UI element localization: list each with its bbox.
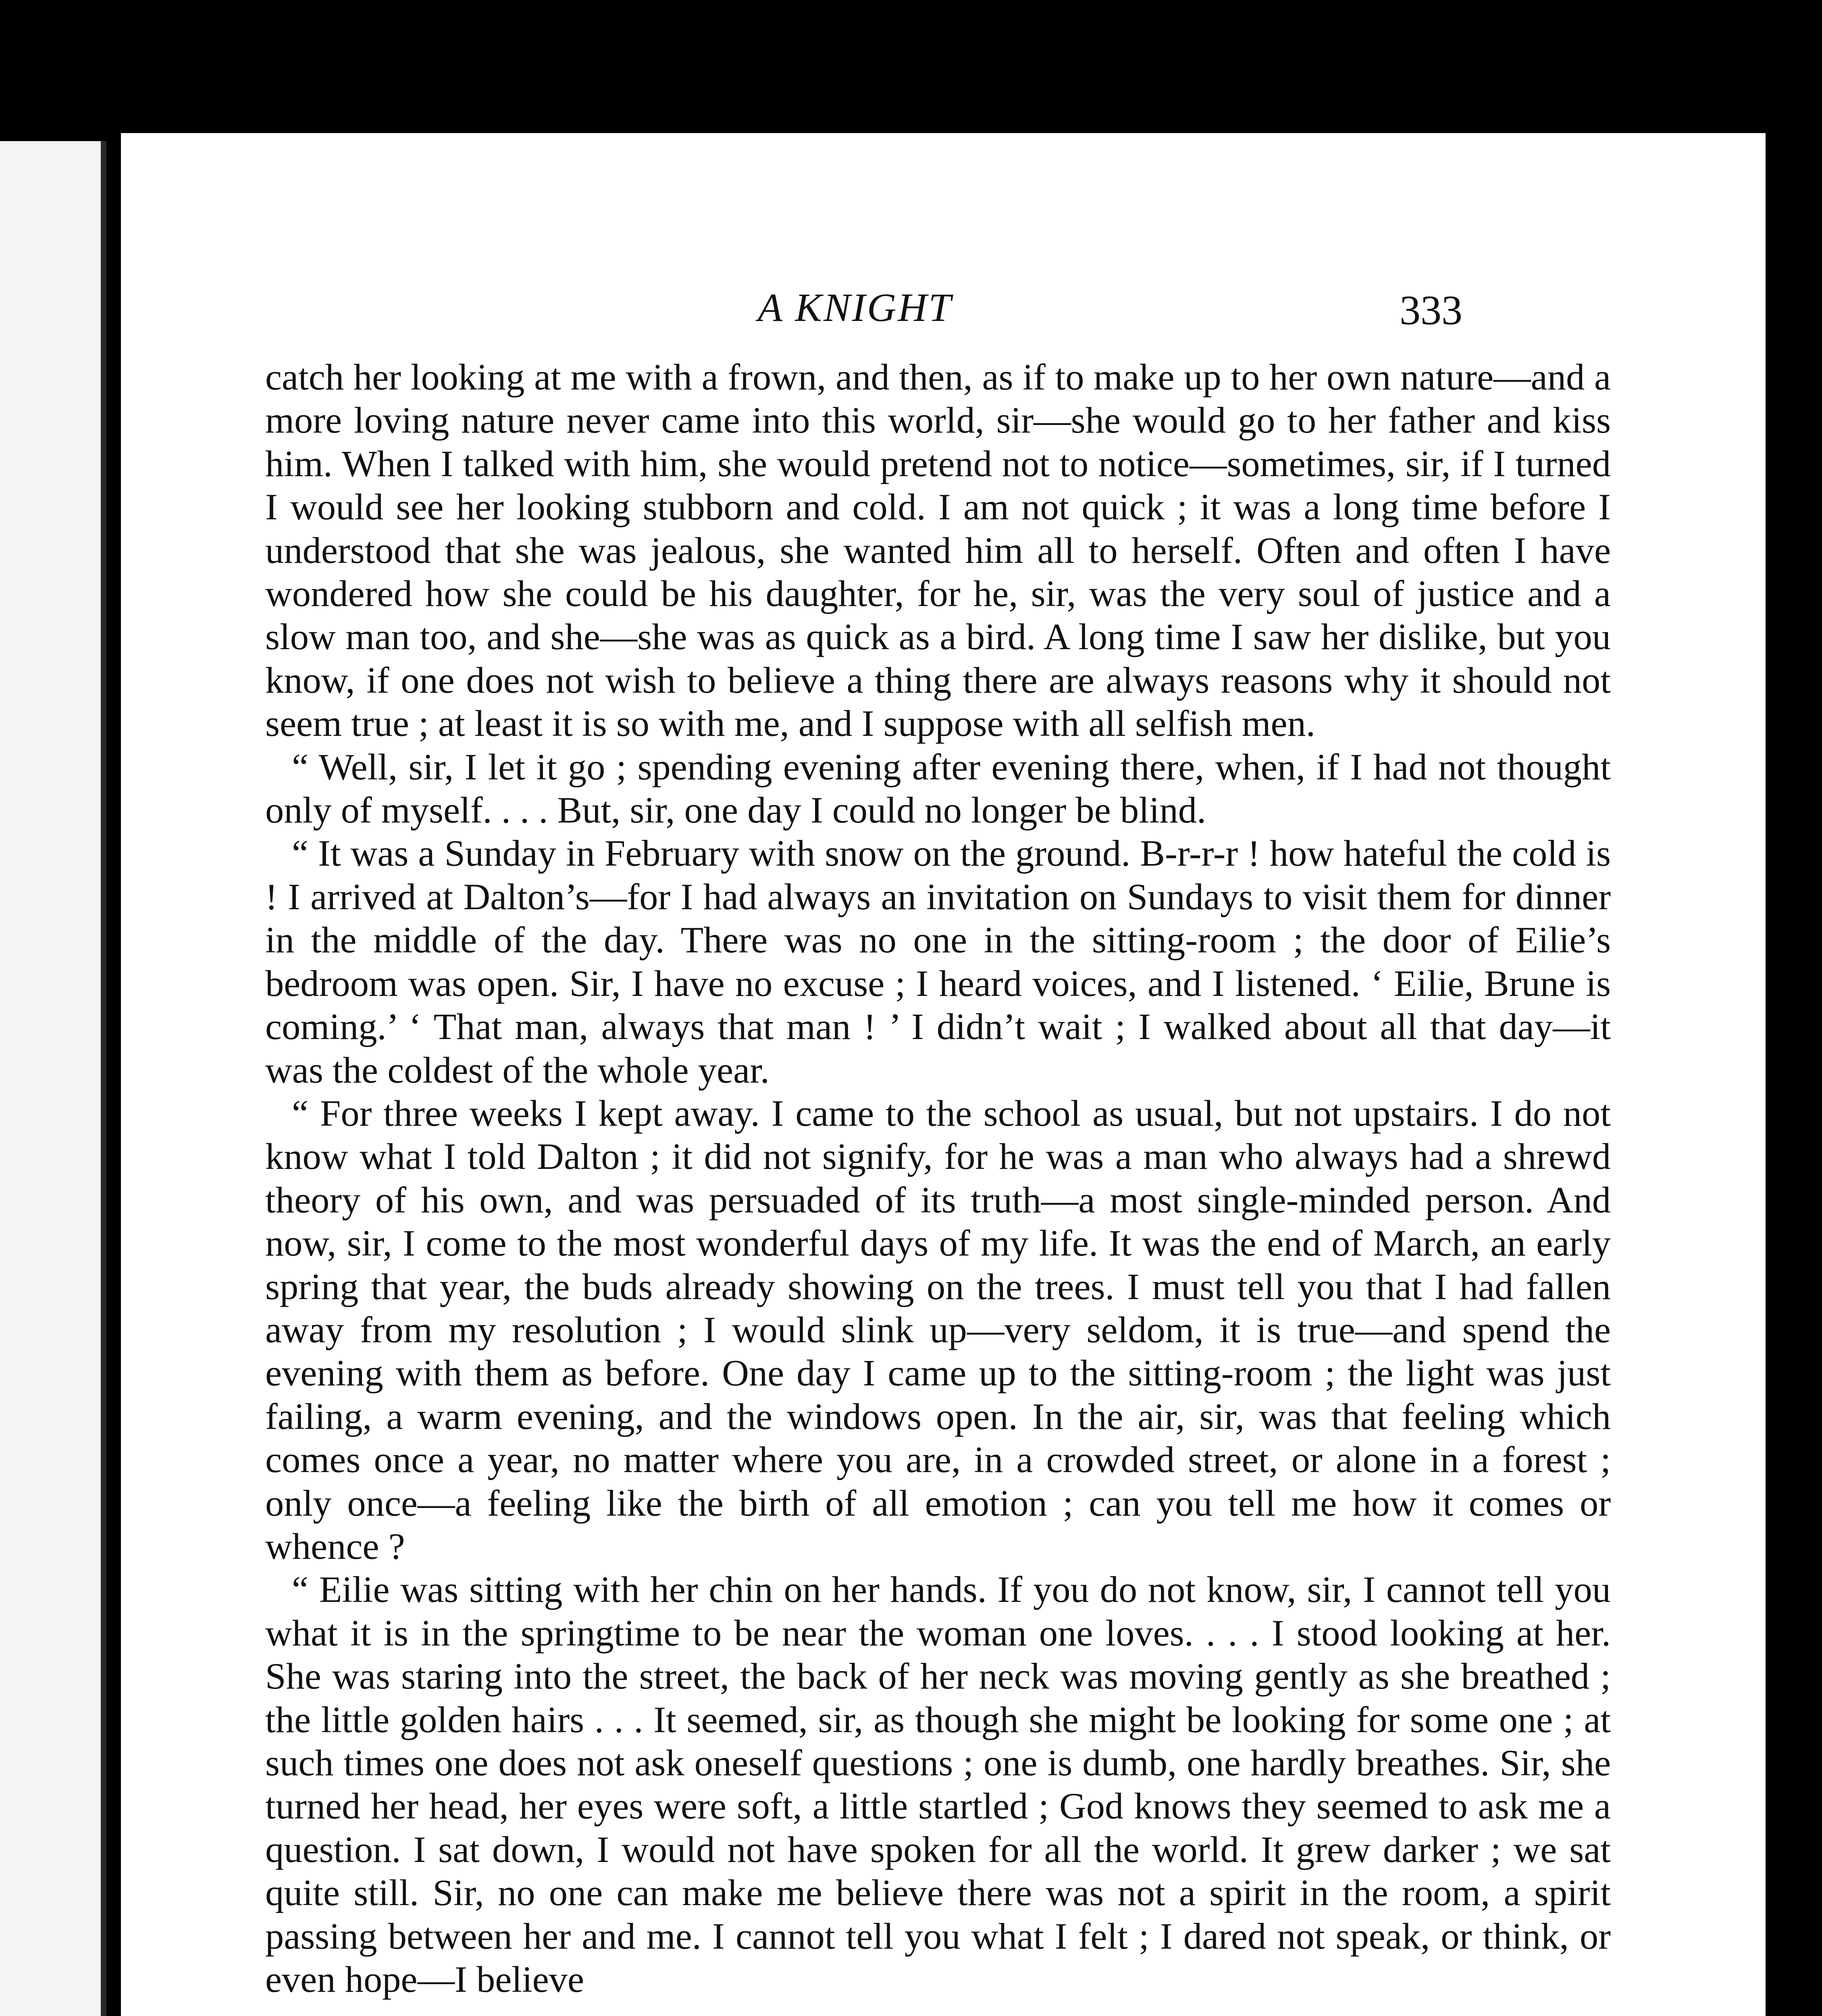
body-text bbox=[265, 356, 1611, 2001]
paragraph: catch her looking at me with a frown, and then, as if to make up to her own nature—and a more loving nature never came into this world, sir—she would go to her father and kiss him. When I talked with him, she would pretend not to notice—sometimes, sir, if I turned I would see her looking stubborn and cold. I am not quick ; it was a long time before I understood that she was jealous, she wanted him all to herself. Often and often I have wondered how she could be his daughter, for he, sir, was the very soul of justice and a slow man too, and she—she was as quick as a bird. A long time I saw her dislike, but you know, if one does not wish to believe a thing there are always reasons why it should not seem true ; at least it is so with me, and I suppose with all selfish men. bbox=[265, 357, 1611, 745]
paragraph: “ It was a Sunday in February with snow on the ground. B-r-r-r ! how hateful the cold is ! I arrived at Dalton’s—for I had always an invitation on Sundays to visit them for dinner in the middle of the day. There was no one in the sitting-room ; the door of Eilie’s bedroom was open. Sir, I have no excuse ; I heard voices, and I listened. ‘ Eilie, Brune is coming.’ ‘ That man, always that man ! ’ I didn’t wait ; I walked about all that day—it was the coldest of the whole year. bbox=[265, 833, 1611, 1091]
book-page bbox=[121, 133, 1766, 2016]
facing-page-edge bbox=[0, 141, 106, 2016]
paragraph: “ Well, sir, I let it go ; spending evening after evening there, when, if I had not thought only of myself. . . . But, sir, one day I could no longer be blind. bbox=[265, 746, 1611, 831]
running-head: A KNIGHT bbox=[758, 285, 953, 330]
paragraph: “ For three weeks I kept away. I came to the school as usual, but not upstairs. I do not know what I told Dalton ; it did not signify, for he was a man who always had a shrewd theory of his own, and was persuaded of its truth—a most single-minded person. And now, sir, I come to the most wonderful days of my life. It was the end of March, an early spring that year, the buds already showing on the trees. I must tell you that I had fallen away from my resolution ; I would slink up—very seldom, it is true—and spend the evening with them as before. One day I came up to the sitting-room ; the light was just failing, a warm evening, and the windows open. In the air, sir, was that feeling which comes once a year, no matter where you are, in a crowded street, or alone in a forest ; only once—a feeling like the birth of all emotion ; can you tell me how it comes or whence ? bbox=[265, 1093, 1611, 1567]
page-number: 333 bbox=[1400, 287, 1462, 333]
paragraph: “ Eilie was sitting with her chin on her hands. If you do not know, sir, I cannot tell you what it is in the springtime to be near the woman one loves. . . . I stood looking at her. She was staring into the street, the back of her neck was moving gently as she breathed ; the little golden hairs . . . It seemed, sir, as though she might be looking for some one ; at such times one does not ask oneself questions ; one is dumb, one hardly breathes. Sir, she turned her head, her eyes were soft, a little startled ; God knows they seemed to ask me a question. I sat down, I would not have spoken for all the world. It grew darker ; we sat quite still. Sir, no one can make me believe there was not a spirit in the room, a spirit passing between her and me. I cannot tell you what I felt ; I dared not speak, or think, or even hope—I believe bbox=[265, 1569, 1611, 2001]
